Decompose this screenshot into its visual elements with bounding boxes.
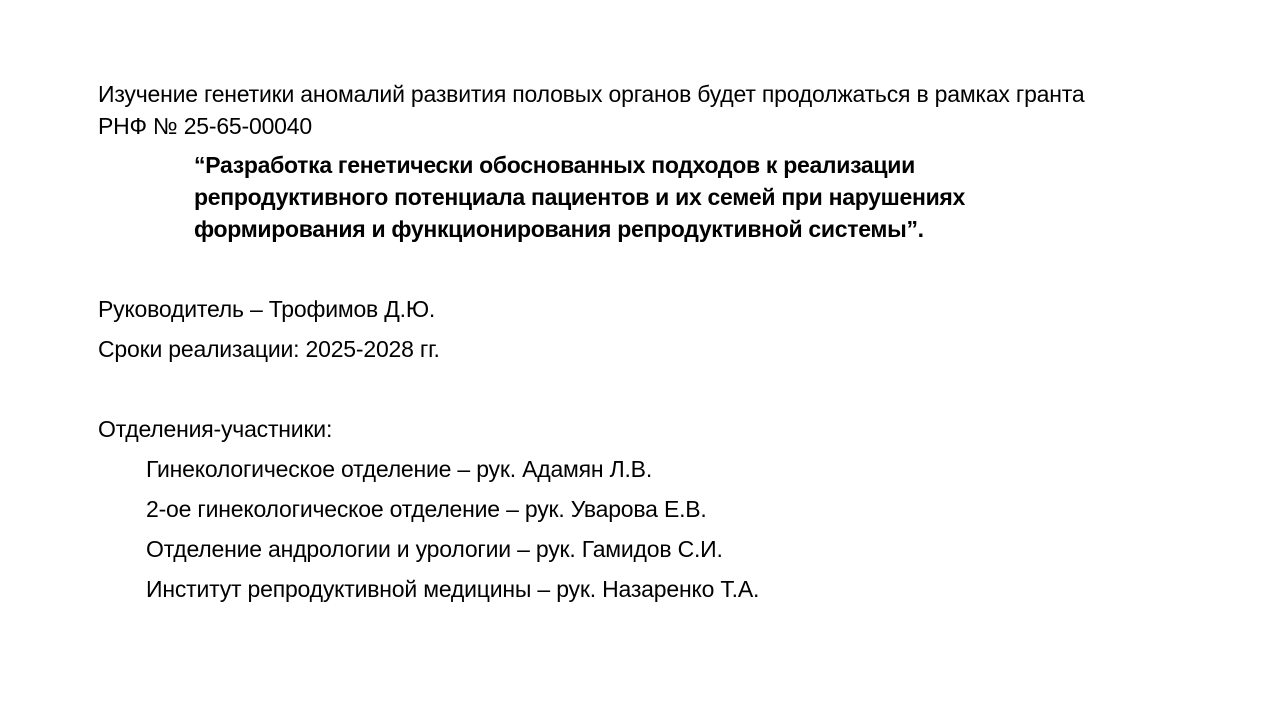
department-item-reproductive-medicine: Институт репродуктивной медицины – рук. Назаренко Т.А. bbox=[146, 576, 760, 602]
intro-text: Изучение генетики аномалий развития половых органов будет продолжаться в рамках гранта РНФ № 25-65-00040 bbox=[98, 81, 1085, 139]
implementation-period: Сроки реализации: 2025-2028 гг. bbox=[98, 336, 440, 362]
grant-title: “Разработка генетически обоснованных подходов к реализации репродуктивного потенциала пациентов и их семей при нарушениях формирования и функционирования репродуктивной системы”. bbox=[194, 152, 966, 242]
project-leader: Руководитель – Трофимов Д.Ю. bbox=[98, 296, 436, 322]
departments-title: Отделения-участники: bbox=[98, 416, 333, 442]
department-item-second-gynecology: 2-ое гинекологическое отделение – рук. Уварова Е.В. bbox=[146, 496, 707, 522]
department-item-andrology-urology: Отделение андрологии и урологии – рук. Гамидов С.И. bbox=[146, 536, 723, 562]
department-item-gynecology: Гинекологическое отделение – рук. Адамян Л.В. bbox=[146, 456, 653, 482]
